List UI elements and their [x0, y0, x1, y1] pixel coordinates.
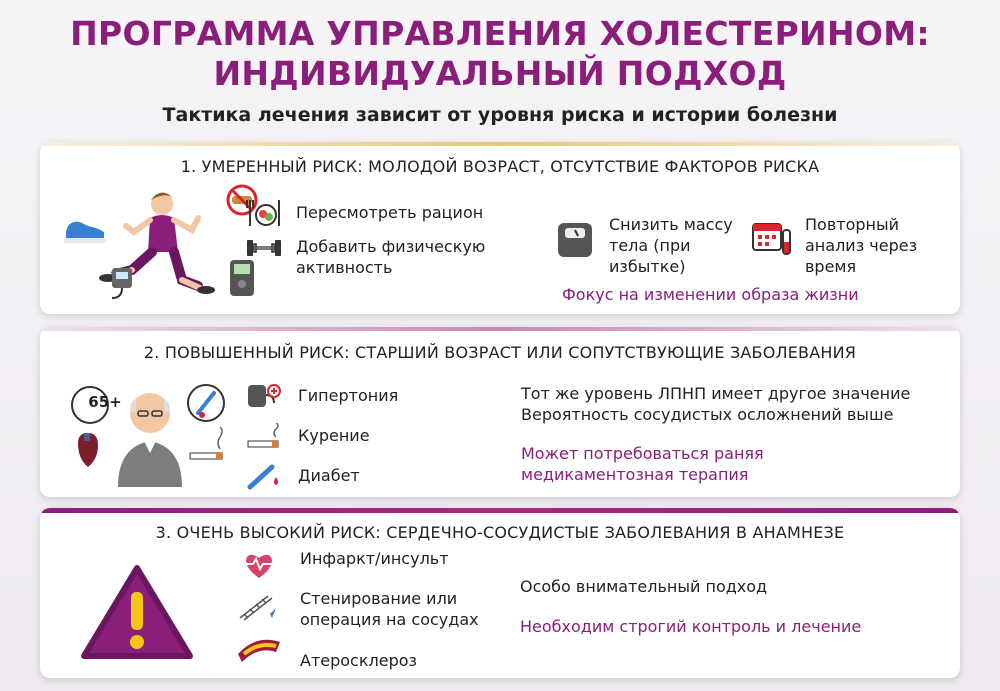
sneaker-icon [64, 222, 106, 243]
card2-note [521, 383, 910, 425]
stent-icon [238, 592, 278, 622]
tonometer-icon [112, 268, 132, 298]
card1-item-retest [805, 214, 917, 277]
card1-item-activity-line2: активность [296, 258, 393, 277]
artery-plaque-icon [236, 634, 282, 664]
card1-item-retest-line1: Повторный [805, 215, 900, 234]
card1-item-activity-line1: Добавить физическую [296, 237, 486, 256]
card3-item-stenting-line2: операция на сосудах [300, 610, 479, 629]
card1-item-retest-line3: время [805, 257, 857, 276]
card1-item-weight-line3: избытке) [609, 257, 686, 276]
page-subtitle: Тактика лечения зависит от уровня риска и истории болезни [162, 104, 838, 126]
card1-item-weight [609, 214, 733, 277]
card-top-bar [40, 142, 960, 146]
card-title: 2. ПОВЫШЕННЫЙ РИСК: СТАРШИЙ ВОЗРАСТ ИЛИ СОПУТСТВУЮЩИЕ ЗАБОЛЕВАНИЯ [143, 343, 857, 362]
card2-accent [521, 443, 764, 485]
warning-triangle-icon [80, 562, 194, 662]
heart-pulse-icon [242, 550, 276, 580]
card3-item-atherosclerosis: Атеросклероз [300, 651, 418, 670]
page-title-line2: ИНДИВИДУАЛЬНЫЙ ПОДХОД [213, 54, 787, 93]
calendar-test-icon [752, 220, 792, 258]
smoking-icon [246, 423, 282, 453]
page-title-line1: ПРОГРАММА УПРАВЛЕНИЯ ХОЛЕСТЕРИНОМ: [70, 14, 930, 53]
card-title: 1. УМЕРЕННЫЙ РИСК: МОЛОДОЙ ВОЗРАСТ, ОТСУТСТВИЕ ФАКТОРОВ РИСКА [180, 157, 820, 176]
diet-icon [246, 198, 282, 228]
card-elevated-risk [40, 327, 960, 497]
card1-item-retest-line2: анализ через [805, 236, 918, 255]
card-top-bar [40, 327, 960, 331]
card3-note: Особо внимательный подход [520, 577, 768, 596]
card2-accent-line2: медикаментозная терапия [521, 465, 749, 484]
card1-item-weight-line2: тела (при [609, 236, 691, 255]
card2-item-hypertension: Гипертония [298, 386, 399, 405]
card-moderate-risk [40, 142, 960, 314]
card-very-high-risk [40, 508, 960, 678]
card3-accent: Необходим строгий контроль и лечение [520, 617, 862, 636]
card-title: 3. ОЧЕНЬ ВЫСОКИЙ РИСК: СЕРДЕЧНО-СОСУДИСТЫЕ ЗАБОЛЕВАНИЯ В АНАМНЕЗЕ [155, 523, 845, 542]
card-top-bar [40, 508, 960, 513]
tonometer-icon [246, 381, 282, 413]
card2-item-diabetes: Диабет [298, 466, 360, 485]
card2-note-line1: Тот же уровень ЛПНП имеет другое значение [521, 384, 911, 403]
heart-organ-icon [78, 433, 98, 467]
insulin-pen-icon [246, 463, 282, 491]
runner-illustration [62, 184, 262, 304]
card2-note-line2: Вероятность сосудистых осложнений выше [521, 405, 894, 424]
card3-item-infarct: Инфаркт/инсульт [300, 549, 449, 568]
card1-focus: Фокус на изменении образа жизни [562, 285, 859, 304]
card3-item-stenting-line1: Стенирование или [300, 589, 458, 608]
page-title [0, 14, 1000, 94]
scale-icon [557, 222, 593, 258]
card1-item-diet: Пересмотреть рацион [296, 203, 484, 222]
card2-accent-line1: Может потребоваться раняя [521, 444, 764, 463]
cigarette-icon [190, 427, 222, 459]
age-badge: 65+ [88, 393, 122, 411]
card2-item-smoking: Курение [298, 426, 370, 445]
dumbbell-icon [246, 236, 282, 260]
elderly-man-icon [118, 393, 182, 487]
glucometer-icon [230, 260, 254, 296]
glucose-pen-icon [188, 385, 224, 421]
card1-item-activity [296, 236, 485, 278]
card1-item-weight-line1: Снизить массу [609, 215, 733, 234]
card3-item-stenting [300, 588, 479, 630]
